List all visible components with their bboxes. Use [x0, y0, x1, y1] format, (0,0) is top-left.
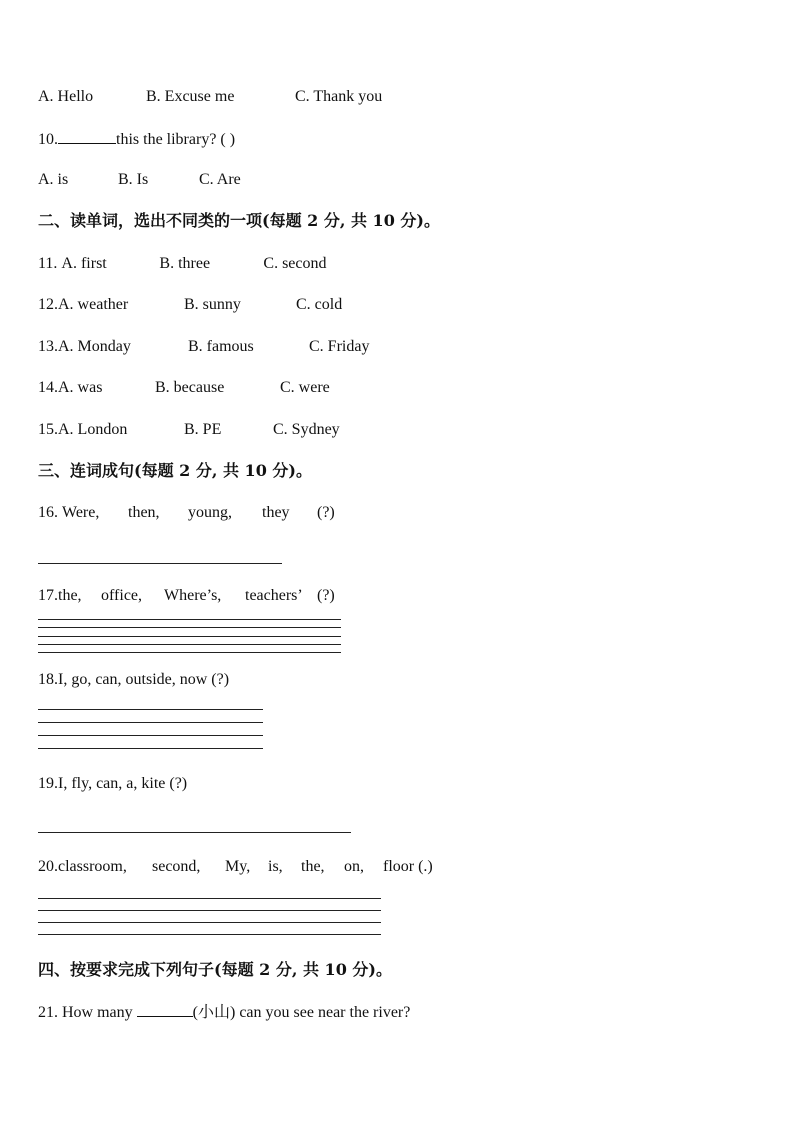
q16-answer-line[interactable] — [38, 563, 282, 564]
q12-number: 12. — [38, 296, 58, 313]
q18-answer-line[interactable] — [38, 709, 263, 710]
q10-options — [38, 170, 241, 190]
q15-number: 15. — [38, 421, 58, 438]
q17-answer-line[interactable] — [38, 652, 341, 653]
q13-option-b: B. famous — [188, 338, 254, 355]
q17-word: (?) — [317, 587, 335, 604]
q21-blank[interactable] — [137, 1002, 193, 1017]
q14 — [38, 378, 330, 398]
q17-answer-line[interactable] — [38, 644, 341, 645]
q11-option-c: C. second — [263, 255, 327, 272]
q11-option-a: A. first — [61, 255, 107, 272]
q18-answer-line[interactable] — [38, 722, 263, 723]
q21 — [38, 1002, 410, 1023]
q10-answer-paren: ( ) — [220, 131, 236, 148]
q15-option-a: A. London — [58, 421, 128, 438]
q21-text-before: How many — [62, 1004, 133, 1021]
q9-options — [38, 87, 382, 107]
q20-word: second, — [152, 858, 201, 875]
q12-option-c: C. cold — [296, 296, 343, 313]
q10-number: 10. — [38, 131, 58, 148]
section-2-heading: 二、读单词，选出不同类的一项(每题 2 分, 共 10 分)。 — [38, 211, 440, 230]
q20-word: floor (.) — [383, 858, 433, 875]
q16-word: (?) — [317, 504, 335, 521]
q10-option-c: C. Are — [199, 171, 241, 188]
q20-word: is, — [268, 858, 283, 875]
q17-number: 17. — [38, 587, 58, 604]
q21-text-after: can you see near the river? — [239, 1004, 411, 1021]
q13-number: 13. — [38, 338, 58, 355]
q10-question — [38, 129, 235, 150]
q20-answer-line[interactable] — [38, 934, 381, 935]
q16-number: 16. — [38, 504, 62, 521]
q17-word: office, — [101, 587, 143, 604]
q16 — [38, 503, 335, 523]
q19: 19.I, fly, can, a, kite (?) — [38, 775, 188, 792]
q17-answer-line[interactable] — [38, 636, 341, 637]
q11-option-b: B. three — [159, 255, 211, 272]
q20-word: the, — [301, 858, 325, 875]
q12 — [38, 295, 342, 315]
q13-option-c: C. Friday — [309, 338, 370, 355]
q13-option-a: A. Monday — [58, 338, 131, 355]
q14-option-b: B. because — [155, 379, 225, 396]
q20-answer-line[interactable] — [38, 922, 381, 923]
q19-answer-line[interactable] — [38, 832, 351, 833]
q17-word: the, — [58, 587, 82, 604]
q20-number: 20. — [38, 858, 58, 875]
section-3-heading: 三、连词成句(每题 2 分, 共 10 分)。 — [38, 461, 312, 480]
q16-word: then, — [128, 504, 160, 521]
q10-blank — [58, 129, 116, 144]
q18: 18.I, go, can, outside, now (?) — [38, 671, 230, 688]
q10-text: this the library? — [116, 131, 217, 148]
q17-word: teachers’ — [245, 587, 303, 604]
q16-word: young, — [188, 504, 232, 521]
q17 — [38, 586, 335, 606]
q10-option-b: B. Is — [118, 171, 149, 188]
q16-word: Were, — [62, 504, 100, 521]
q20-answer-line[interactable] — [38, 910, 381, 911]
q9-option-a: A. Hello — [38, 88, 94, 105]
q12-option-a: A. weather — [58, 296, 129, 313]
q14-number: 14. — [38, 379, 58, 396]
q18-answer-line[interactable] — [38, 748, 263, 749]
q20-word: My, — [225, 858, 251, 875]
q15-option-c: C. Sydney — [273, 421, 340, 438]
q20 — [38, 857, 433, 877]
q9-option-c: C. Thank you — [295, 88, 383, 105]
q21-hint: (小山) — [192, 1004, 236, 1021]
q13 — [38, 337, 369, 357]
q10-option-a: A. is — [38, 171, 69, 188]
q14-option-a: A. was — [58, 379, 103, 396]
q21-number: 21. — [38, 1004, 62, 1021]
q20-word: classroom, — [58, 858, 127, 875]
section-4-heading: 四、按要求完成下列句子(每题 2 分, 共 10 分)。 — [38, 960, 392, 979]
q18-answer-line[interactable] — [38, 735, 263, 736]
q11-number: 11. — [38, 255, 62, 272]
q15 — [38, 420, 340, 440]
q17-word: Where’s, — [164, 587, 222, 604]
q9-option-b: B. Excuse me — [146, 88, 235, 105]
q17-answer-line[interactable] — [38, 619, 341, 620]
q17-answer-line[interactable] — [38, 627, 341, 628]
q16-word: they — [262, 504, 290, 521]
q14-option-c: C. were — [280, 379, 330, 396]
q11 — [38, 254, 327, 274]
q20-answer-line[interactable] — [38, 898, 381, 899]
q20-word: on, — [344, 858, 364, 875]
q15-option-b: B. PE — [184, 421, 222, 438]
q12-option-b: B. sunny — [184, 296, 241, 313]
